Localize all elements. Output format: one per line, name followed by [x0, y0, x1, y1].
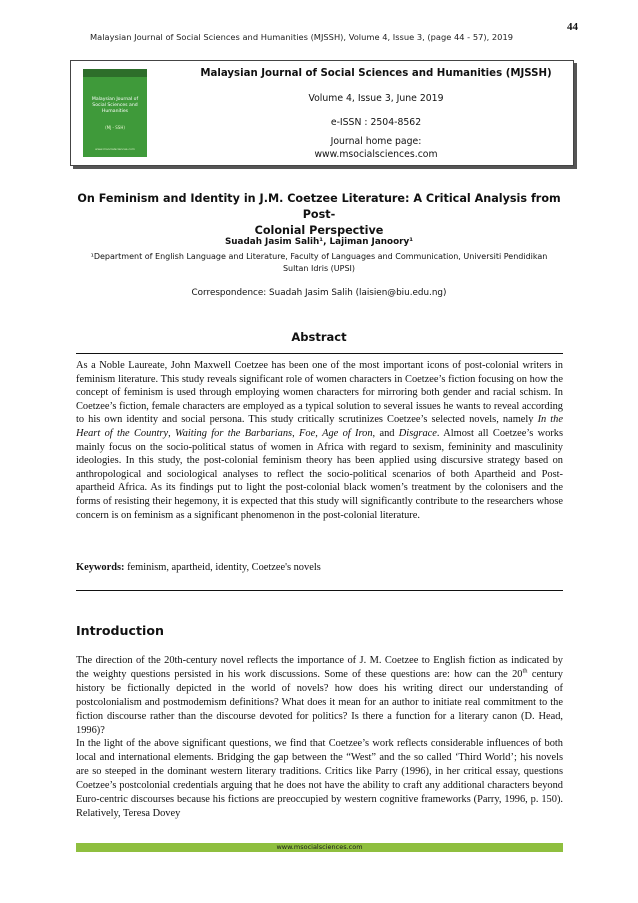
abstract-text-2: . Almost all Coetzee’s works mainly focus on the socio-political status of women in Africa with regard to sexism, femininity and masculinity ideologies. In this study, the post-colonial feminism theory has been applied using discursive strategy based on anthropological and sociological analyses to reflect the socio-political scenarios of both Apartheid and Post-apartheid Africa. As its findings put to light the post-colonial black women’s treatment by the colonisers and the forms of resisting their hegemony, it is expected that this study will significantly contribute to the researchers whose concern is on feminism as a significant phenomenon in the post-colonial literature.	[76, 427, 564, 521]
footer-link[interactable]: www.msocialsciences.com	[276, 843, 363, 851]
page-number: 44	[567, 21, 578, 33]
cover-year: (MJ - SSH)	[105, 125, 125, 130]
paragraph-text: century history be fictionally depicted in the world of novels? how does his writing direct our understanding of postcolonialism and postmodemism definitions? What does it mean for an author to initiate real commitment to the fiction discourse rather than the discourse devoted for politics? Is there a function for a literary canon (D. Head, 1996)?	[76, 669, 563, 736]
introduction-heading: Introduction	[76, 623, 164, 638]
abstract-bottom-rule	[76, 590, 563, 591]
keywords	[76, 562, 563, 573]
introduction-paragraph-1	[76, 654, 563, 738]
separator: ,	[168, 427, 175, 439]
novel-title: Waiting for the Barbarians	[175, 427, 293, 439]
novel-title: Foe	[299, 427, 316, 439]
journal-volume: Volume 4, Issue 3, June 2019	[308, 93, 444, 104]
novel-title: Age of Iron	[322, 427, 373, 439]
keywords-list: feminism, apartheid, identity, Coetzee's novels	[124, 562, 321, 573]
paper-title-line-2: Colonial Perspective	[254, 224, 384, 237]
journal-homepage-link[interactable]: www.msocialsciences.com	[314, 149, 438, 160]
cover-footer: www.msocialsciences.com	[95, 147, 135, 151]
affiliation-line-2: Sultan Idris (UPSI)	[282, 264, 356, 273]
journal-info-box	[70, 60, 574, 166]
introduction-paragraph-2: In the light of the above significant questions, we find that Coetzee’s work reflects considerable influences of both local and international elements. Bridging the gap between the “West” and the so called ‘Third World’; his novels are so steeped in the dominant western literary traditions. Critics like Parry (1996), in her critical essay, questions Coetzee’s postcolonial credentials arguing that he does not have the ability to craft any additional characters beyond Euro-centric discourses because his fictions are preoccupied by western cognitive frameworks (Parry, 1996, p. 150). Relatively, Teresa Dovey	[76, 738, 563, 819]
paper-title-line-1: On Feminism and Identity in J.M. Coetzee Literature: A Critical Analysis from Post-	[77, 192, 561, 221]
affiliation	[78, 251, 560, 275]
separator: ,	[315, 427, 323, 439]
journal-cover-image	[83, 69, 147, 157]
affiliation-line-1: ¹Department of English Language and Literature, Faculty of Languages and Communication, Universiti Pendidikan	[90, 252, 548, 261]
keywords-label: Keywords:	[76, 562, 125, 573]
abstract-heading: Abstract	[291, 330, 347, 344]
paper-title	[74, 191, 564, 239]
cover-top-strip	[83, 69, 147, 77]
abstract-text-1: As a Noble Laureate, John Maxwell Coetzee has been one of the most important icons of post-colonial writers in feminism literature. This study reveals significant role of women characters in Coetzee’s fiction focusing on how the concept of feminism is used through employing women characters for mirroring both gender and racial schism. In Coetzee’s fiction, female characters are employed as a typical solution to several issues he wants to reveal according to his own identity and social persona. This study critically scrutinizes Coetzee’s selected novels, namely	[76, 360, 563, 426]
running-head: Malaysian Journal of Social Sciences and Humanities (MJSSH), Volume 4, Issue 3, (page 44 - 57), 2019	[90, 32, 513, 42]
novel-title: In the Heart of the Country	[76, 414, 563, 439]
journal-eissn: e-ISSN : 2504-8562	[330, 117, 422, 128]
superscript: th	[522, 667, 528, 675]
novel-title: Disgrace	[398, 427, 437, 439]
separator: ,	[292, 427, 300, 439]
cover-title: Malaysian Journal of Social Sciences and Humanities	[91, 97, 139, 115]
abstract-body	[76, 359, 563, 522]
correspondence: Correspondence: Suadah Jasim Salih (laisien@biu.edu.ng)	[191, 288, 447, 298]
footer-bar	[76, 843, 563, 852]
journal-homepage-label: Journal home page:	[330, 136, 422, 147]
authors: Suadah Jasim Salih¹, Lajiman Janoory¹	[224, 237, 414, 247]
abstract-top-rule	[76, 353, 563, 354]
paragraph-text: The direction of the 20th-century novel reflects the importance of J. M. Coetzee to English fiction as indicated by the weighty questions persisted in his work discussions. Some of these questions are: how can the 20	[76, 655, 563, 680]
journal-title: Malaysian Journal of Social Sciences and Humanities (MJSSH)	[200, 68, 552, 79]
separator: , and	[372, 427, 399, 439]
